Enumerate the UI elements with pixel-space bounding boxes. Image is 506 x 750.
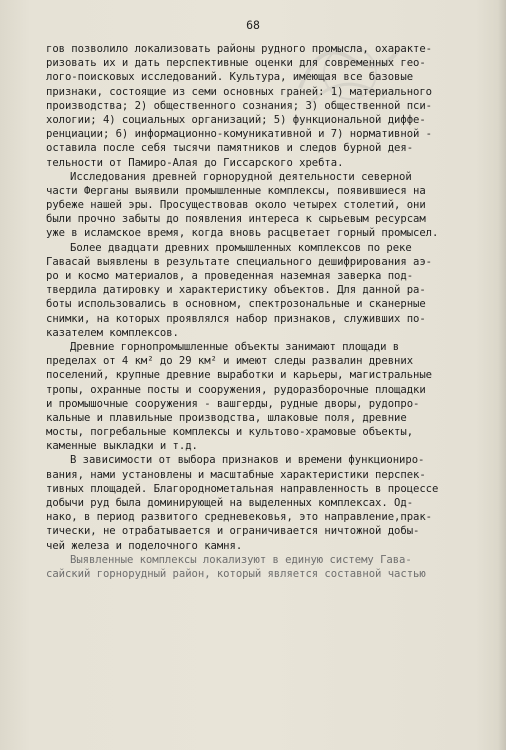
text-line: В зависимости от выбора признаков и времени функциониро- <box>70 454 425 467</box>
text-line: были прочно забыты до появления интереса к сырьевым ресурсам <box>46 213 426 226</box>
text-line: ро и космо материалов, а проведенная наземная заверка под- <box>46 270 414 282</box>
text-line: поселений, крупные древние выработки и карьеры, магистральные <box>46 369 433 382</box>
text-line: гов позволило локализовать районы рудного промысла, охаракте- <box>46 43 433 55</box>
text-line: уже в исламское время, когда вновь расцветает горный промысел. <box>46 227 439 240</box>
text-line: каменные выкладки и т.д. <box>46 440 198 453</box>
text-line: кальные и плавильные производства, шлаковые поля, древние <box>46 411 407 424</box>
text-line: казателем комплексов. <box>46 326 179 339</box>
text-line: рубеже нашей эры. Просуществовав около четырех столетий, они <box>46 199 426 212</box>
text-line: нако, в период развитого средневековья, это направление,прак- <box>46 511 433 524</box>
text-line: тически, не отрабатывается и ограничивается ничтожной добы- <box>46 525 420 538</box>
page-number: 68 <box>246 18 260 32</box>
text-line: снимки, на которых проявлялся набор признаков, служивших по- <box>46 312 426 325</box>
text-line: лого-поисковых исследований. Культура, имеющая все базовые <box>46 71 414 84</box>
body-text <box>46 42 466 581</box>
text-line: чей железа и поделочного камня. <box>46 539 243 552</box>
text-line: мосты, погребальные комплексы и культово-храмовые объекты, <box>46 426 414 439</box>
text-line: твердила датировку и характеристику объектов. Для данной ра- <box>46 284 426 297</box>
text-line: пределах от 4 км² до 29 км² и имеют следы развалин древних <box>46 355 414 368</box>
text-line: тропы, охранные посты и сооружения, рудоразборочные площадки <box>46 383 426 396</box>
text-line: Выявленные комплексы локализуют в единую систему Гава- <box>70 553 412 566</box>
text-line: оставила после себя тысячи памятников и следов бурной дея- <box>46 142 414 155</box>
text-line: хологии; 4) социальных организаций; 5) функциональной диффе- <box>46 113 426 126</box>
text-line: ризовать их и дать перспективные оценки для современных гео- <box>46 57 426 70</box>
text-line: Более двадцати древних промышленных комплексов по реке <box>70 241 412 254</box>
text-line: вания, нами установлены и масштабные характеристики перспек- <box>46 468 426 481</box>
text-line: тельности от Памиро-Алая до Гиссарского хребта. <box>46 156 344 169</box>
text-line: тивных площадей. Благороднометальная направленность в процессе <box>46 482 439 495</box>
text-line: производства; 2) общественного сознания; 3) общественной пси- <box>46 99 433 112</box>
text-line: Древние горнопромышленные объекты занимают площади в <box>70 340 400 353</box>
text-line: Гавасай выявлены в результате специального дешифрирования аэ- <box>46 255 433 268</box>
text-line: ренциации; 6) информационно-комуникативной и 7) нормативной - <box>46 128 433 141</box>
text-line: добычи руд была доминирующей на выделенных комплексах. Од- <box>46 497 414 509</box>
page-edge-shadow <box>498 0 506 750</box>
text-line: части Ферганы выявили промышленные комплексы, появившиеся на <box>46 184 426 197</box>
text-line: Исследования древней горнорудной деятельности северной <box>70 170 412 183</box>
text-line: признаки, состоящие из семи основных граней: 1) материального <box>46 85 433 98</box>
text-line: и промышочные сооружения - вашгерды, рудные дворы, рудопро- <box>46 397 420 410</box>
text-line: боты использовались в основном, спектрозональные и сканерные <box>46 298 426 311</box>
text-line: сайский горнорудный район, который является составной частью <box>46 567 426 580</box>
